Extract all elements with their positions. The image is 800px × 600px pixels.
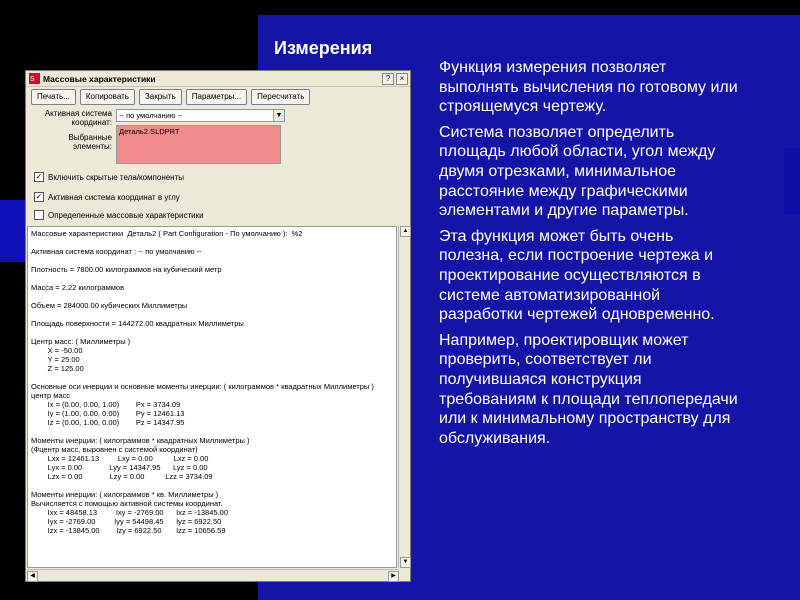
result-line: Ixx = 48458.13 Ixy = -2769.00 Ixz = -13845.00 bbox=[31, 508, 228, 517]
result-line bbox=[31, 481, 393, 490]
selected-items-label: Выбранные элементы: bbox=[68, 133, 112, 151]
svg-text:S: S bbox=[30, 76, 35, 83]
toolbar bbox=[26, 87, 410, 107]
result-line bbox=[31, 292, 393, 301]
chevron-down-icon[interactable]: ▼ bbox=[273, 110, 284, 121]
result-line bbox=[31, 373, 393, 382]
result-line: Z = 125.00 bbox=[31, 364, 84, 373]
print-button[interactable]: Печать... bbox=[31, 89, 76, 105]
result-line: Моменты инерции: ( килограммов * квадратных Миллиметры ) bbox=[31, 436, 250, 445]
result-line: Объем = 284000.00 кубических Миллиметры bbox=[31, 301, 188, 310]
horizontal-scrollbar[interactable] bbox=[27, 569, 399, 581]
result-line: Lxx = 12461.13 Lxy = 0.00 Lxz = 0.00 bbox=[31, 454, 209, 463]
close-dialog-button[interactable]: Закрыть bbox=[139, 89, 182, 105]
paragraph-4: Например, проектировщик может проверить, соответствует ли получившаяся конструкция требованиям к площади теплопередачи или к минимальному пространству для обслуживания. bbox=[439, 331, 738, 447]
result-line: Iyx = -2769.00 Iyy = 54498.45 Iyz = 6922.50 bbox=[31, 517, 222, 526]
result-line: Ix = (0.00, 0.00, 1.00) Px = 3734.09 bbox=[31, 400, 181, 409]
defined-props-label: Определенные массовые характеристики bbox=[48, 210, 204, 220]
selected-items-list[interactable] bbox=[116, 125, 281, 164]
paragraph-3: Эта функция может быть очень полезна, если построение чертежа и проектирование осуществляются в системе автоматизированной разработки чертежей одновременно. bbox=[439, 227, 715, 324]
result-line: Активная система координат : -- по умолчанию -- bbox=[31, 247, 202, 256]
result-line: Центр масс: ( Миллиметры ) bbox=[31, 337, 131, 346]
result-line: Плотность = 7800.00 килограммов на кубический метр bbox=[31, 265, 222, 274]
coord-system-select[interactable] bbox=[116, 109, 285, 122]
checkbox-hidden[interactable]: ✓ bbox=[35, 172, 43, 181]
results-text-area[interactable] bbox=[27, 226, 397, 568]
paragraph-2: Система позволяет определить площадь любой области, угол между двумя отрезками, минимальное расстояние между графическими элементами и другие параметры. bbox=[439, 123, 716, 220]
coord-system-label bbox=[36, 109, 112, 127]
result-line bbox=[31, 238, 393, 247]
result-line: X = -50.00 bbox=[31, 346, 83, 355]
defined-props-checkbox[interactable] bbox=[34, 210, 204, 220]
coord-system-value: -- по умолчанию -- bbox=[119, 111, 183, 120]
hidden-bodies-label: Включить скрытые тела/компоненты bbox=[48, 172, 185, 182]
scroll-left-icon[interactable]: ◀ bbox=[27, 571, 38, 582]
hidden-bodies-checkbox[interactable] bbox=[34, 172, 184, 182]
checkbox-corner[interactable]: ✓ bbox=[35, 192, 43, 201]
vertical-scrollbar[interactable] bbox=[398, 226, 410, 568]
corner-coords-label: Активная система координат в углу bbox=[48, 192, 180, 202]
help-button[interactable]: ? bbox=[382, 73, 394, 85]
result-line: Izx = -13845.00 Izy = 6922.50 Izz = 10656.59 bbox=[31, 526, 226, 535]
slide-title: Измерения bbox=[274, 38, 373, 58]
corner-coords-checkbox[interactable] bbox=[34, 192, 180, 202]
scroll-up-icon[interactable]: ▲ bbox=[400, 226, 411, 237]
result-line: Iz = (0.00, 1.00, 0.00) Pz = 14347.95 bbox=[31, 418, 185, 427]
result-line: Моменты инерции: ( килограммов * кв. Миллиметры ) bbox=[31, 490, 219, 499]
slide-body bbox=[439, 58, 739, 454]
decor-stripe-right bbox=[784, 148, 800, 214]
selected-item[interactable]: Деталь2.SLDPRT bbox=[119, 127, 180, 136]
recalculate-button[interactable]: Пересчитать bbox=[251, 89, 310, 105]
result-line bbox=[31, 310, 393, 319]
scroll-right-icon[interactable]: ▶ bbox=[388, 571, 399, 582]
result-line bbox=[31, 427, 393, 436]
copy-button[interactable]: Копировать bbox=[80, 89, 135, 105]
result-line bbox=[31, 256, 393, 265]
window-titlebar[interactable] bbox=[26, 71, 410, 87]
scroll-down-icon[interactable]: ▼ bbox=[400, 557, 411, 568]
close-button[interactable]: × bbox=[396, 73, 408, 85]
checkbox-defined[interactable] bbox=[34, 210, 44, 220]
result-line: центр масс bbox=[31, 391, 71, 400]
result-line: Массовые характеристики Деталь2 ( Part Configuration - По умолчанию ): %2 bbox=[31, 229, 303, 238]
result-line: (Фцентр масс, выровнен с системой координат) bbox=[31, 445, 198, 454]
paragraph-1: Функция измерения позволяет выполнять вычисления по готовому или строящемуся чертежу. bbox=[439, 59, 738, 116]
solidworks-icon bbox=[29, 73, 40, 84]
result-line: Lzx = 0.00 Lzy = 0.00 Lzz = 3734.09 bbox=[31, 472, 213, 481]
result-line bbox=[31, 328, 393, 337]
result-line: Lyx = 0.00 Lyy = 14347.95 Lyz = 0.00 bbox=[31, 463, 208, 472]
coord-label-line1: Активная система bbox=[44, 109, 112, 118]
result-line: Масса = 2.22 килограммов bbox=[31, 283, 125, 292]
coord-label-line2: координат: bbox=[71, 118, 112, 127]
result-line: Iy = (1.00, 0.00, 0.00) Py = 12461.13 bbox=[31, 409, 185, 418]
mass-properties-window bbox=[25, 70, 411, 582]
options-button[interactable]: Параметры... bbox=[186, 89, 247, 105]
window-title: Массовые характеристики bbox=[43, 73, 156, 84]
decor-stripe-left bbox=[0, 200, 25, 262]
result-line: Площадь поверхности = 144272.00 квадратных Миллиметры bbox=[31, 319, 244, 328]
result-line bbox=[31, 274, 393, 283]
result-line: Основные оси инерции и основные моменты инерции: ( килограммов * квадратных Миллиметры ) bbox=[31, 382, 374, 391]
result-line: Y = 25.00 bbox=[31, 355, 80, 364]
result-line: Вычисляется с помощью активной системы координат. bbox=[31, 499, 223, 508]
